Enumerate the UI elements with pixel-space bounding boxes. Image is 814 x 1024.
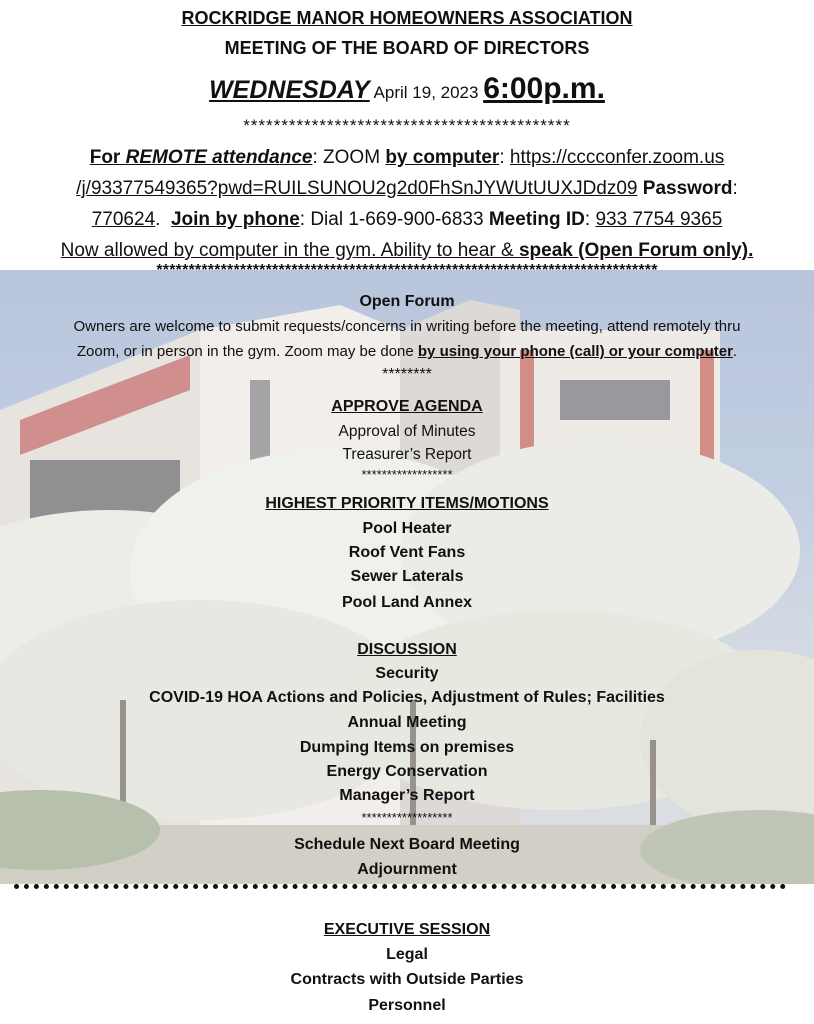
colon: : (499, 147, 510, 168)
open-forum-line-2c: . (732, 343, 738, 360)
by-computer-label: by computer (385, 147, 500, 168)
join-phone-label: Join by phone (170, 209, 300, 230)
discussion-item-energy: Energy Conservation (326, 763, 488, 780)
speak-text: speak (Open Forum only). (518, 240, 754, 261)
open-forum-title: Open Forum (359, 293, 455, 310)
zoom-text: : ZOOM (312, 147, 386, 168)
remote-line-1 (0, 147, 814, 169)
priority-title: HIGHEST PRIORITY ITEMS/MOTIONS (265, 495, 549, 512)
meeting-id-colon: : (584, 209, 596, 230)
meeting-day: WEDNESDAY (209, 76, 370, 104)
meeting-date: April 19, 2023 (373, 83, 479, 102)
meeting-time: 6:00p.m. (483, 72, 605, 105)
priority-item-pool-heater: Pool Heater (362, 520, 452, 537)
meeting-date-line (0, 72, 814, 106)
open-forum-line-1: Owners are welcome to submit requests/concerns in writing before the meeting, attend remotely thru (73, 318, 741, 335)
full-stars-divider: ****************************************************************************** (156, 262, 658, 279)
open-forum-line-2a: Zoom, or in person in the gym. Zoom may be done (76, 343, 418, 360)
executive-item-personnel: Personnel (368, 997, 446, 1014)
zoom-url-part-2[interactable]: /j/93377549365?pwd=RUILSUNOU2g2d0FhSnJYWUtUUXJDdz09 (76, 178, 638, 199)
discussion-item-manager: Manager’s Report (339, 787, 475, 804)
password-label: Password (637, 178, 733, 199)
remote-line-2 (0, 178, 814, 200)
closing-item-schedule: Schedule Next Board Meeting (294, 836, 520, 853)
executive-item-contracts: Contracts with Outside Parties (290, 971, 524, 988)
open-forum-stars: ******** (382, 366, 432, 383)
meeting-id-value: 933 7754 9365 (595, 209, 723, 230)
discussion-item-dumping: Dumping Items on premises (299, 739, 515, 756)
association-title: ROCKRIDGE MANOR HOMEOWNERS ASSOCIATION (181, 8, 633, 28)
priority-item-roof-vent: Roof Vent Fans (348, 544, 466, 561)
agenda-item-treasurer: Treasurer’s Report (342, 446, 472, 463)
remote-line-4 (0, 240, 814, 262)
discussion-stars: ****************** (361, 810, 453, 825)
gym-text: Now allowed by computer in the gym. Ability to hear & (60, 240, 519, 261)
open-forum-line-2b: by using your phone (call) or your computer (417, 343, 733, 360)
stars-divider: ******************************************* (243, 116, 571, 135)
discussion-item-security: Security (375, 665, 439, 682)
discussion-item-annual: Annual Meeting (347, 714, 467, 731)
priority-item-sewer: Sewer Laterals (350, 568, 464, 585)
for-label: For (89, 147, 126, 168)
agenda-stars: ****************** (361, 467, 453, 482)
executive-item-legal: Legal (386, 946, 428, 963)
remote-attendance-label: REMOTE attendance (125, 147, 313, 168)
agenda-item-minutes: Approval of Minutes (338, 423, 476, 440)
password-value: 770624 (91, 209, 156, 230)
closing-item-adjournment: Adjournment (357, 861, 457, 878)
remote-line-3: 770624. Join by phone: Dial 1-669-900-6833 Meeting ID: 933 7754 9365 (91, 209, 723, 230)
approve-agenda-title: APPROVE AGENDA (331, 398, 483, 415)
meeting-id-label: Meeting ID (488, 209, 585, 230)
document-header (0, 0, 814, 270)
open-forum-line-2 (0, 343, 814, 360)
meeting-title: MEETING OF THE BOARD OF DIRECTORS (224, 38, 590, 58)
dial-text: : Dial 1-669-900-6833 (299, 209, 489, 230)
discussion-item-covid: COVID-19 HOA Actions and Policies, Adjustment of Rules; Facilities (149, 689, 665, 706)
executive-session-title: EXECUTIVE SESSION (323, 921, 491, 938)
dotted-divider (14, 884, 786, 889)
priority-item-pool-land: Pool Land Annex (341, 594, 473, 611)
zoom-url-part-1[interactable]: https://cccconfer.zoom.us (509, 147, 725, 168)
discussion-title: DISCUSSION (357, 641, 457, 658)
password-colon: : (732, 178, 738, 199)
